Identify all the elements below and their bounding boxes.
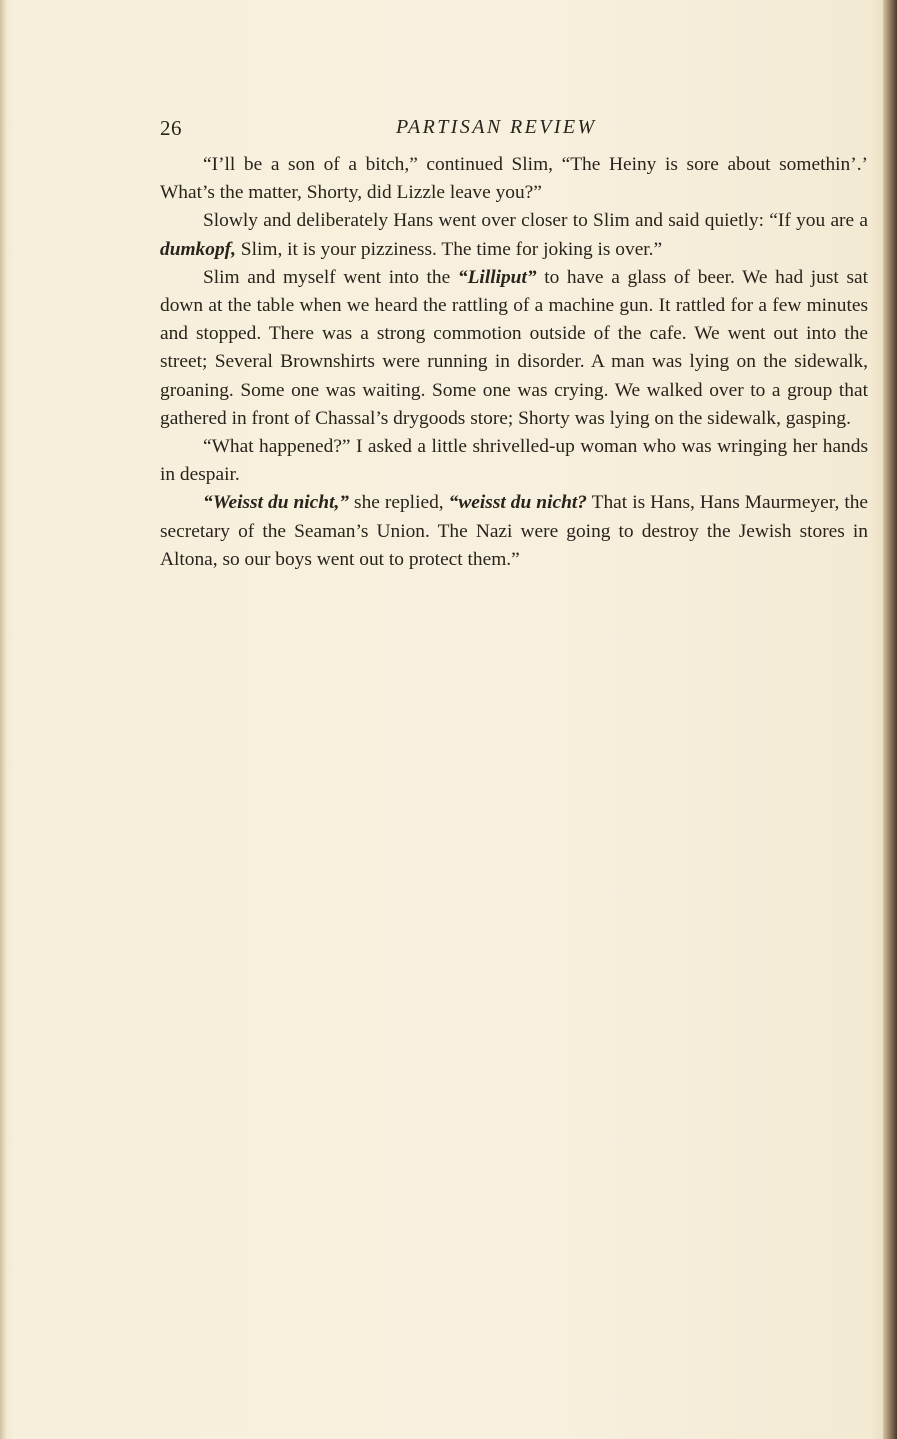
italic-text: “Weisst du nicht,” xyxy=(203,492,350,514)
text-run: “What happened?” I asked a little shrivelled-up woman who was wringing her hands in despair. xyxy=(160,436,868,486)
text-run: Slim and myself went into the xyxy=(203,266,458,288)
running-head: PARTISAN REVIEW xyxy=(396,116,597,138)
page-gutter-shadow xyxy=(0,0,6,1439)
paragraph xyxy=(160,489,868,574)
paragraph xyxy=(160,264,868,433)
text-run: she replied, xyxy=(349,492,449,514)
paragraph xyxy=(160,433,868,489)
italic-text: “weisst du nicht? xyxy=(448,492,587,514)
page-header xyxy=(160,116,868,146)
italic-text: “Lilliput” xyxy=(457,266,537,288)
paragraph xyxy=(160,151,868,207)
text-run: Slowly and deliberately Hans went over closer to Slim and said quietly: “If you are a xyxy=(203,210,868,232)
italic-text: dumkopf, xyxy=(160,238,236,260)
page-number: 26 xyxy=(160,116,182,140)
body-text xyxy=(160,151,868,574)
text-run: to have a glass of beer. We had just sat down at the table when we heard the rattling of a machine gun. It rattled for a few minutes and stopped. There was a strong commotion outside of the cafe. We went out into the street; Several Brownshirts were running in disorder. A man was lying on the sidewalk, groaning. Some one was waiting. Some one was crying. We walked over to a group that gathered in front of Chassal’s drygoods store; Shorty was lying on the sidewalk, gasping. xyxy=(160,266,869,429)
page-edge-shadow xyxy=(883,0,897,1439)
paragraph xyxy=(160,207,868,263)
text-run: Slim, it is your pizziness. The time for joking is over.” xyxy=(235,238,663,260)
text-run: “I’ll be a son of a bitch,” continued Slim, “The Heiny is sore about somethin’.’ What’s the matter, Shorty, did Lizzle leave you?” xyxy=(160,154,868,204)
text-run: That is Hans, Hans Maurmeyer, the secretary of the Seaman’s Union. The Nazi were going to destroy the Jewish stores in Altona, so our boys went out to protect them.” xyxy=(160,492,869,570)
